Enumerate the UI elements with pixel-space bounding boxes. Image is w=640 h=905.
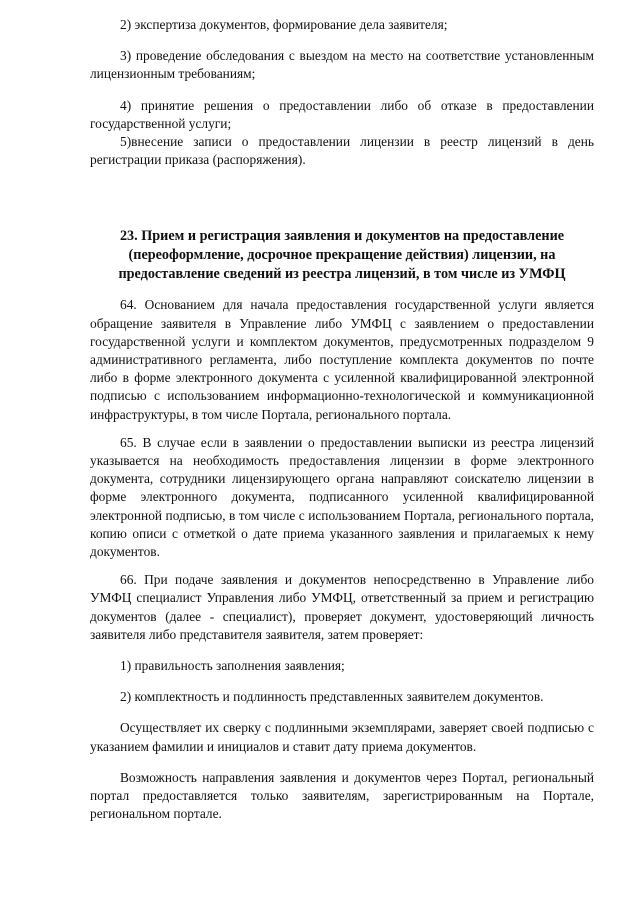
portal-paragraph: Возможность направления заявления и документов через Портал, региональный портал предоставляется только заявителям, зарегистрированным на Портале, региональном портале. <box>90 769 594 822</box>
paragraph-64: 64. Основанием для начала предоставления государственной услуги является обращение заявителя в Управление либо УМФЦ с заявлением о предоставлении государственной услуги и комплектом документов, предусмотренных подразделом 9 административного регламента, либо поступление комплекта документов по почте либо в форме электронного документа с усиленной квалифицированной электронной подписью с использованием информационно-технологической и коммуникационной инфраструктуры, в том числе Портала, регионального портала. <box>90 297 594 422</box>
list-item-2: 2) экспертиза документов, формирование дела заявителя; <box>120 17 448 32</box>
paragraph-65: 65. В случае если в заявлении о предоставлении выписки из реестра лицензий указывается на необходимость предоставления лицензии в форме электронного документа, сотрудники лицензирующего органа направляют соискателю лицензии в форме электронного документа, подписанного усиленной квалифицированной электронной подписью, в том числе с использованием Портала, регионального портала, копию описи с отметкой о дате приема указанного заявления и прилагаемых к нему документов. <box>90 434 594 560</box>
paragraph-66: 66. При подаче заявления и документов непосредственно в Управление либо УМФЦ специалист Управления либо УМФЦ, ответственный за прием и регистрацию документов (далее - специалист), проверяет документ, удостоверяющий личность заявителя либо представителя заявителя, затем проверяет: <box>90 572 594 642</box>
list-item-4: 4) принятие решения о предоставлении либо об отказе в предоставлении государственной услуги; <box>90 97 594 131</box>
verification-paragraph: Осуществляет их сверку с подлинными экземплярами, заверяет своей подписью с указанием фамилии и инициалов и ставит дату приема документов. <box>90 720 594 754</box>
check-item-2: 2) комплектность и подлинность представленных заявителем документов. <box>120 689 544 705</box>
list-item-3: 3) проведение обследования с выездом на место на соответствие установленным лицензионным требованиям; <box>90 48 594 82</box>
section-heading: 23. Прием и регистрация заявления и документов на предоставление (переоформление, досрочное прекращение действия) лицензии, на предоставление сведений из реестра лицензий, в том числе из УМФЦ <box>118 228 566 283</box>
check-item-1: 1) правильность заполнения заявления; <box>120 658 345 674</box>
list-item-5: 5)внесение записи о предоставлении лицензии в реестр лицензий в день регистрации приказа (распоряжения). <box>90 134 594 168</box>
